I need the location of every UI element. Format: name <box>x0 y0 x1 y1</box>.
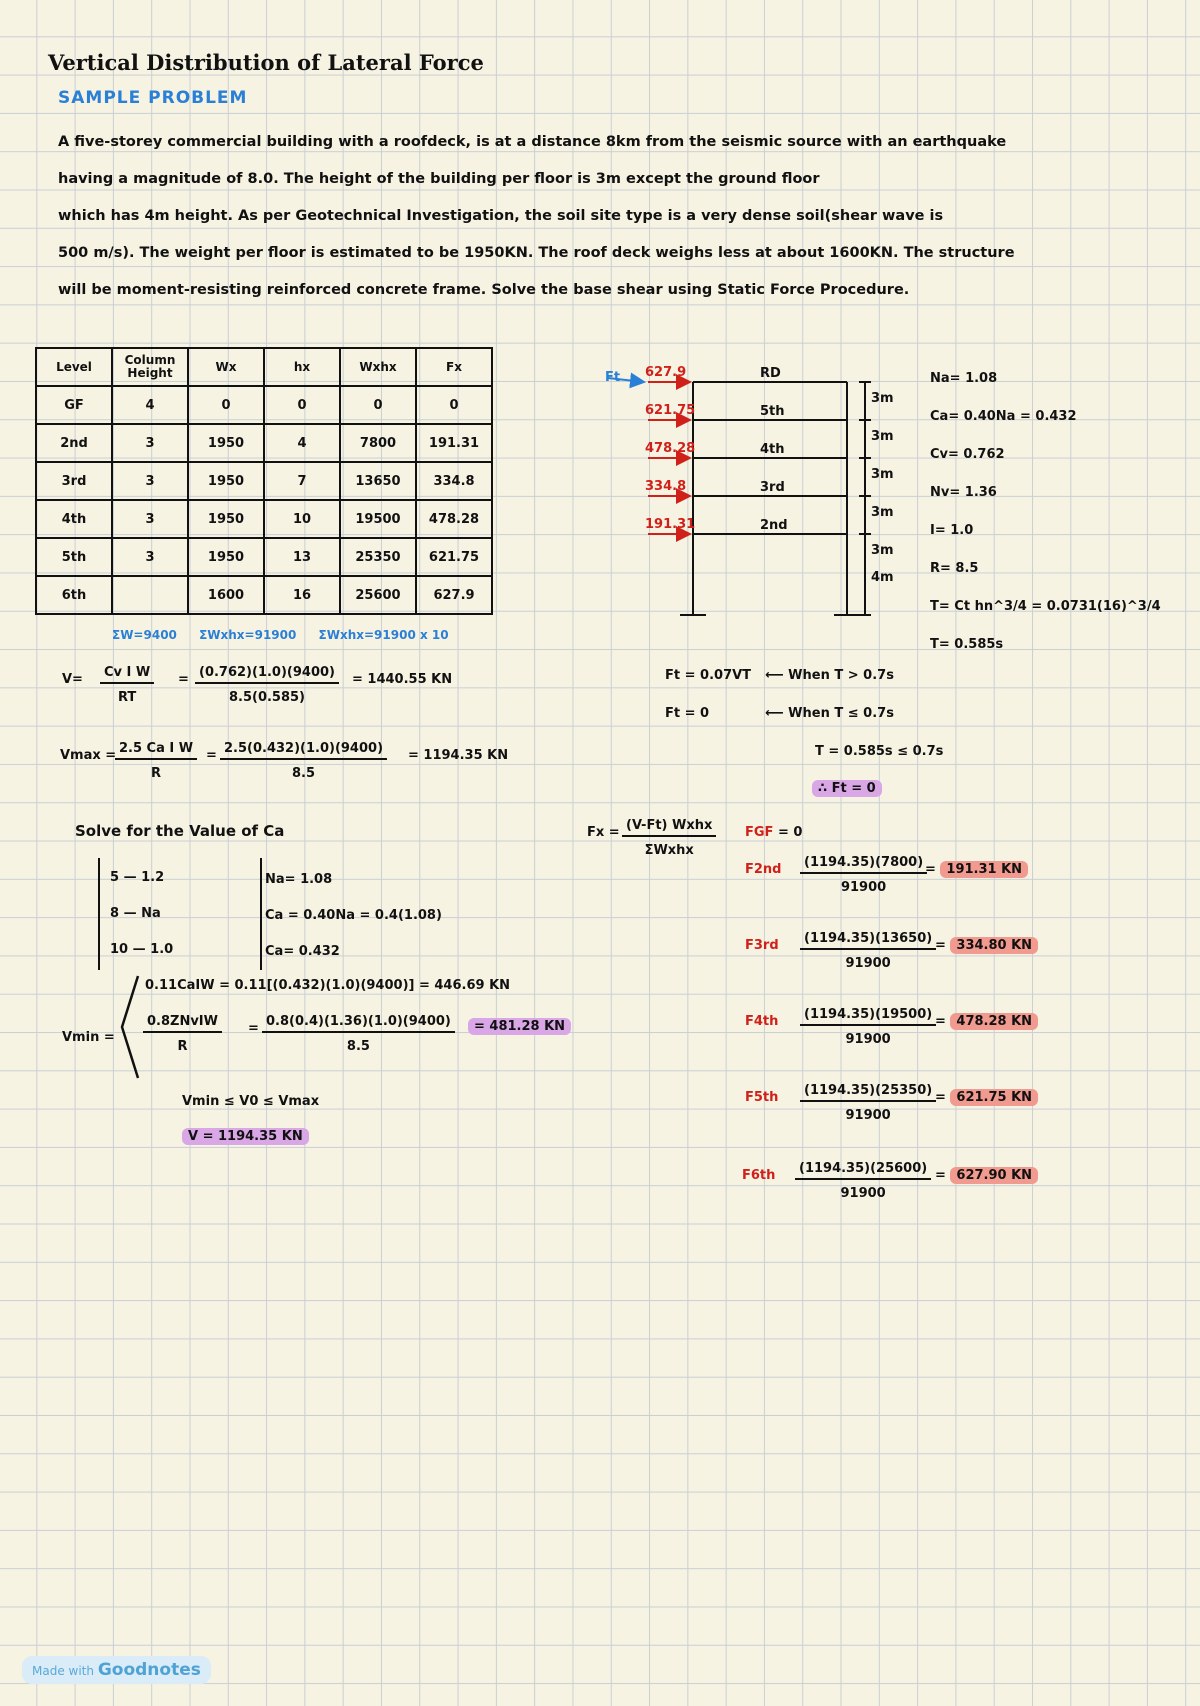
fx-fraction <box>622 818 716 858</box>
fx-fraction <box>800 1083 936 1123</box>
floor-label: 2nd <box>760 518 788 533</box>
force-label: 191.31 <box>645 517 696 532</box>
frame-diagram <box>600 360 890 630</box>
table-cell: 25350 <box>340 538 416 576</box>
table-header: Wx <box>188 348 264 386</box>
fx-result-value: 191.31 KN <box>940 861 1028 878</box>
ca-note: Ca= 0.432 <box>265 944 340 959</box>
fx-fraction <box>800 1007 936 1047</box>
table-cell: 3rd <box>36 462 112 500</box>
vmin-fraction-symbolic <box>143 1014 222 1054</box>
fx-label: F3rd <box>745 938 779 953</box>
vmin-fraction-numeric <box>262 1014 455 1054</box>
floor-label: RD <box>760 366 781 381</box>
denominator: 91900 <box>845 1032 891 1047</box>
denominator: RT <box>117 690 137 705</box>
ft-cond-1: ⟵ When T > 0.7s <box>765 668 894 683</box>
table-row <box>36 424 492 462</box>
total-wxhx-scaled: ΣWxhx=91900 x 10 <box>318 628 449 642</box>
table-row <box>36 576 492 614</box>
table-totals <box>112 628 467 642</box>
parameters <box>930 360 1161 664</box>
fx-result-value: 334.80 KN <box>950 937 1038 954</box>
numerator: 0.8ZNvIW <box>143 1014 222 1033</box>
numerator: (1194.35)(25600) <box>795 1161 931 1180</box>
table-cell: 6th <box>36 576 112 614</box>
numerator: 2.5(0.432)(1.0)(9400) <box>220 741 387 760</box>
table-row <box>36 386 492 424</box>
fx-result: = 191.31 KN <box>925 862 1028 877</box>
problem-line: will be moment-resisting reinforced concrete frame. Solve the base shear using Static Force Procedure. <box>58 282 910 298</box>
ca-note: Ca = 0.40Na = 0.4(1.08) <box>265 908 442 923</box>
matrix-cell: 1.0 <box>150 942 174 957</box>
ft-result: ∴ Ft = 0 <box>812 780 882 797</box>
matrix-row: 10 — 1.0 <box>110 942 174 957</box>
table-cell: 0 <box>188 386 264 424</box>
denominator: 8.5 <box>346 1039 370 1054</box>
denominator: R <box>177 1039 188 1054</box>
v-result: = 1440.55 KN <box>352 672 453 687</box>
table-cell: 1950 <box>188 500 264 538</box>
height-label: 3m <box>871 505 894 520</box>
equals-sign: = <box>206 748 217 763</box>
param: I= 1.0 <box>930 523 974 538</box>
equals-sign: = <box>248 1021 259 1036</box>
page-title: Vertical Distribution of Lateral Force <box>48 50 484 75</box>
table-cell: 1950 <box>188 538 264 576</box>
vmin-lhs: Vmin = <box>62 1030 115 1045</box>
floor-label: 5th <box>760 404 785 419</box>
table-cell: 1950 <box>188 462 264 500</box>
total-wxhx: ΣWxhx=91900 <box>199 628 297 642</box>
vmin-result: = 481.28 KN <box>468 1018 571 1035</box>
height-label: 3m <box>871 467 894 482</box>
table-header: Column Height <box>112 348 188 386</box>
logo-prefix: Made with <box>32 1664 94 1678</box>
table-cell: 0 <box>416 386 492 424</box>
force-label: 478.28 <box>645 441 696 456</box>
table-cell: 3 <box>112 538 188 576</box>
table-cell: 4th <box>36 500 112 538</box>
matrix-cell: 10 <box>110 942 129 957</box>
matrix-cell: 1.2 <box>141 870 165 885</box>
table-header: Fx <box>416 348 492 386</box>
table-cell: 13650 <box>340 462 416 500</box>
param: Cv= 0.762 <box>930 447 1005 462</box>
v-lhs: V= <box>62 672 83 687</box>
table-cell: 334.8 <box>416 462 492 500</box>
vmax-fraction-symbolic <box>115 741 197 781</box>
param: R= 8.5 <box>930 561 979 576</box>
logo-brand: Goodnotes <box>97 1660 201 1680</box>
fx-label: FGF <box>745 825 774 840</box>
force-label: 334.8 <box>645 479 687 494</box>
fx-value: = 0 <box>777 825 803 840</box>
numerator: Cv I W <box>100 665 154 684</box>
table-row <box>36 538 492 576</box>
matrix-cell: 5 <box>110 870 120 885</box>
table-cell: 7800 <box>340 424 416 462</box>
numerator: (1194.35)(13650) <box>800 931 936 950</box>
param: Nv= 1.36 <box>930 485 997 500</box>
denominator: 91900 <box>845 1108 891 1123</box>
param: Ca= 0.40Na = 0.432 <box>930 409 1077 424</box>
table-cell: 4 <box>264 424 340 462</box>
problem-line: 500 m/s). The weight per floor is estimated to be 1950KN. The roof deck weighs less at about 1600KN. The structure <box>58 245 1015 261</box>
ft-check: T = 0.585s ≤ 0.7s <box>815 744 944 759</box>
table-cell: 627.9 <box>416 576 492 614</box>
height-label: 3m <box>871 391 894 406</box>
denominator: 91900 <box>840 880 887 895</box>
table-row <box>36 462 492 500</box>
problem-line: A five-storey commercial building with a roofdeck, is at a distance 8km from the seismic source with an earthquake <box>58 134 1007 150</box>
fx-label: F5th <box>745 1090 779 1105</box>
ca-notes <box>265 862 442 970</box>
brace-icon <box>118 972 142 1082</box>
fx-fraction <box>800 855 927 895</box>
ft-cond-text: When T > 0.7s <box>788 668 894 683</box>
numerator: (1194.35)(7800) <box>800 855 927 874</box>
table-cell: 25600 <box>340 576 416 614</box>
fx-label: F2nd <box>745 862 782 877</box>
goodnotes-logo <box>22 1656 211 1684</box>
param: T= Ct hn^3/4 = 0.0731(16)^3/4 <box>930 599 1161 614</box>
ft-rule-1: Ft = 0.07VT <box>665 668 752 683</box>
table-cell: 478.28 <box>416 500 492 538</box>
height-label: 3m <box>871 429 894 444</box>
fx-fraction <box>795 1161 931 1201</box>
height-label: 4m <box>871 570 894 585</box>
equals-sign: = <box>178 672 189 687</box>
table-cell: 3 <box>112 462 188 500</box>
numerator: (0.762)(1.0)(9400) <box>195 665 339 684</box>
ft-rule-2: Ft = 0 <box>665 706 710 721</box>
floor-label: 4th <box>760 442 785 457</box>
story-table <box>35 347 493 615</box>
denominator: 91900 <box>840 1186 886 1201</box>
table-cell: 3 <box>112 424 188 462</box>
numerator: (1194.35)(19500) <box>800 1007 936 1026</box>
problem-line: which has 4m height. As per Geotechnical Investigation, the soil site type is a very dense soil(shear wave is <box>58 208 944 224</box>
table-cell: 10 <box>264 500 340 538</box>
force-label: 621.75 <box>645 403 696 418</box>
fx-result-value: 621.75 KN <box>950 1089 1038 1106</box>
interpolation-matrix <box>98 858 262 970</box>
fx-result: = 627.90 KN <box>935 1168 1038 1183</box>
table-header-row <box>36 348 492 386</box>
table-cell: 7 <box>264 462 340 500</box>
numerator: (1194.35)(25350) <box>800 1083 936 1102</box>
v-fraction-numeric <box>195 665 339 705</box>
table-cell: 1950 <box>188 424 264 462</box>
v-fraction-symbolic <box>100 665 154 705</box>
floor-label: 3rd <box>760 480 785 495</box>
ft-cond-text: When T ≤ 0.7s <box>788 706 894 721</box>
table-cell: 4 <box>112 386 188 424</box>
final-base-shear: V = 1194.35 KN <box>182 1128 309 1145</box>
fx-result-gf <box>745 825 802 840</box>
table-cell: 3 <box>112 500 188 538</box>
table-cell: 2nd <box>36 424 112 462</box>
shear-check: Vmin ≤ V0 ≤ Vmax <box>182 1094 320 1109</box>
fx-label: F4th <box>745 1014 779 1029</box>
problem-line: having a magnitude of 8.0. The height of the building per floor is 3m except the ground floor <box>58 171 820 187</box>
table-cell: 0 <box>264 386 340 424</box>
table-cell: 13 <box>264 538 340 576</box>
table-cell: 0 <box>340 386 416 424</box>
denominator: R <box>151 766 162 781</box>
table-header: Level <box>36 348 112 386</box>
ca-note: Na= 1.08 <box>265 872 333 887</box>
denominator: ΣWxhx <box>644 843 694 858</box>
fx-fraction <box>800 931 936 971</box>
table-cell: 621.75 <box>416 538 492 576</box>
fx-result: = 478.28 KN <box>935 1014 1038 1029</box>
problem-statement <box>58 124 1133 309</box>
table-cell: 5th <box>36 538 112 576</box>
table-cell: GF <box>36 386 112 424</box>
table-row <box>36 500 492 538</box>
param: Na= 1.08 <box>930 371 998 386</box>
numerator: 2.5 Ca I W <box>115 741 197 760</box>
matrix-cell: 8 <box>110 906 120 921</box>
vmax-result: = 1194.35 KN <box>408 748 509 763</box>
height-label: 3m <box>871 543 894 558</box>
matrix-cell: Na <box>141 906 161 921</box>
force-label: 627.9 <box>645 365 687 380</box>
table-cell: 1600 <box>188 576 264 614</box>
subtitle: SAMPLE PROBLEM <box>58 88 248 108</box>
numerator: 0.8(0.4)(1.36)(1.0)(9400) <box>262 1014 455 1033</box>
total-weight: ΣW=9400 <box>112 628 177 642</box>
table-header: Wxhx <box>340 348 416 386</box>
fx-label: F6th <box>742 1168 776 1183</box>
fx-result-value: 478.28 KN <box>950 1013 1038 1030</box>
fx-result: = 621.75 KN <box>935 1090 1038 1105</box>
vmax-lhs: Vmax = <box>60 748 117 763</box>
vmax-fraction-numeric <box>220 741 387 781</box>
fx-result: = 334.80 KN <box>935 938 1038 953</box>
vmin-line1: 0.11CaIW = 0.11[(0.432)(1.0)(9400)] = 446.69 KN <box>145 978 511 993</box>
table-cell: 16 <box>264 576 340 614</box>
ft-label: Ft <box>605 370 621 385</box>
matrix-row: 5 — 1.2 <box>110 870 165 885</box>
fx-lhs: Fx = <box>587 825 620 840</box>
matrix-row: 8 — Na <box>110 906 161 921</box>
table-cell: 191.31 <box>416 424 492 462</box>
denominator: 8.5(0.585) <box>228 690 306 705</box>
ft-cond-2: ⟵ When T ≤ 0.7s <box>765 706 894 721</box>
numerator: (V-Ft) Wxhx <box>622 818 716 837</box>
table-header: hx <box>264 348 340 386</box>
param: T= 0.585s <box>930 637 1004 652</box>
denominator: 91900 <box>845 956 891 971</box>
table-cell <box>112 576 188 614</box>
fx-result-value: 627.90 KN <box>950 1167 1038 1184</box>
table-cell: 19500 <box>340 500 416 538</box>
solve-ca-label: Solve for the Value of Ca <box>75 822 285 840</box>
denominator: 8.5 <box>291 766 316 781</box>
